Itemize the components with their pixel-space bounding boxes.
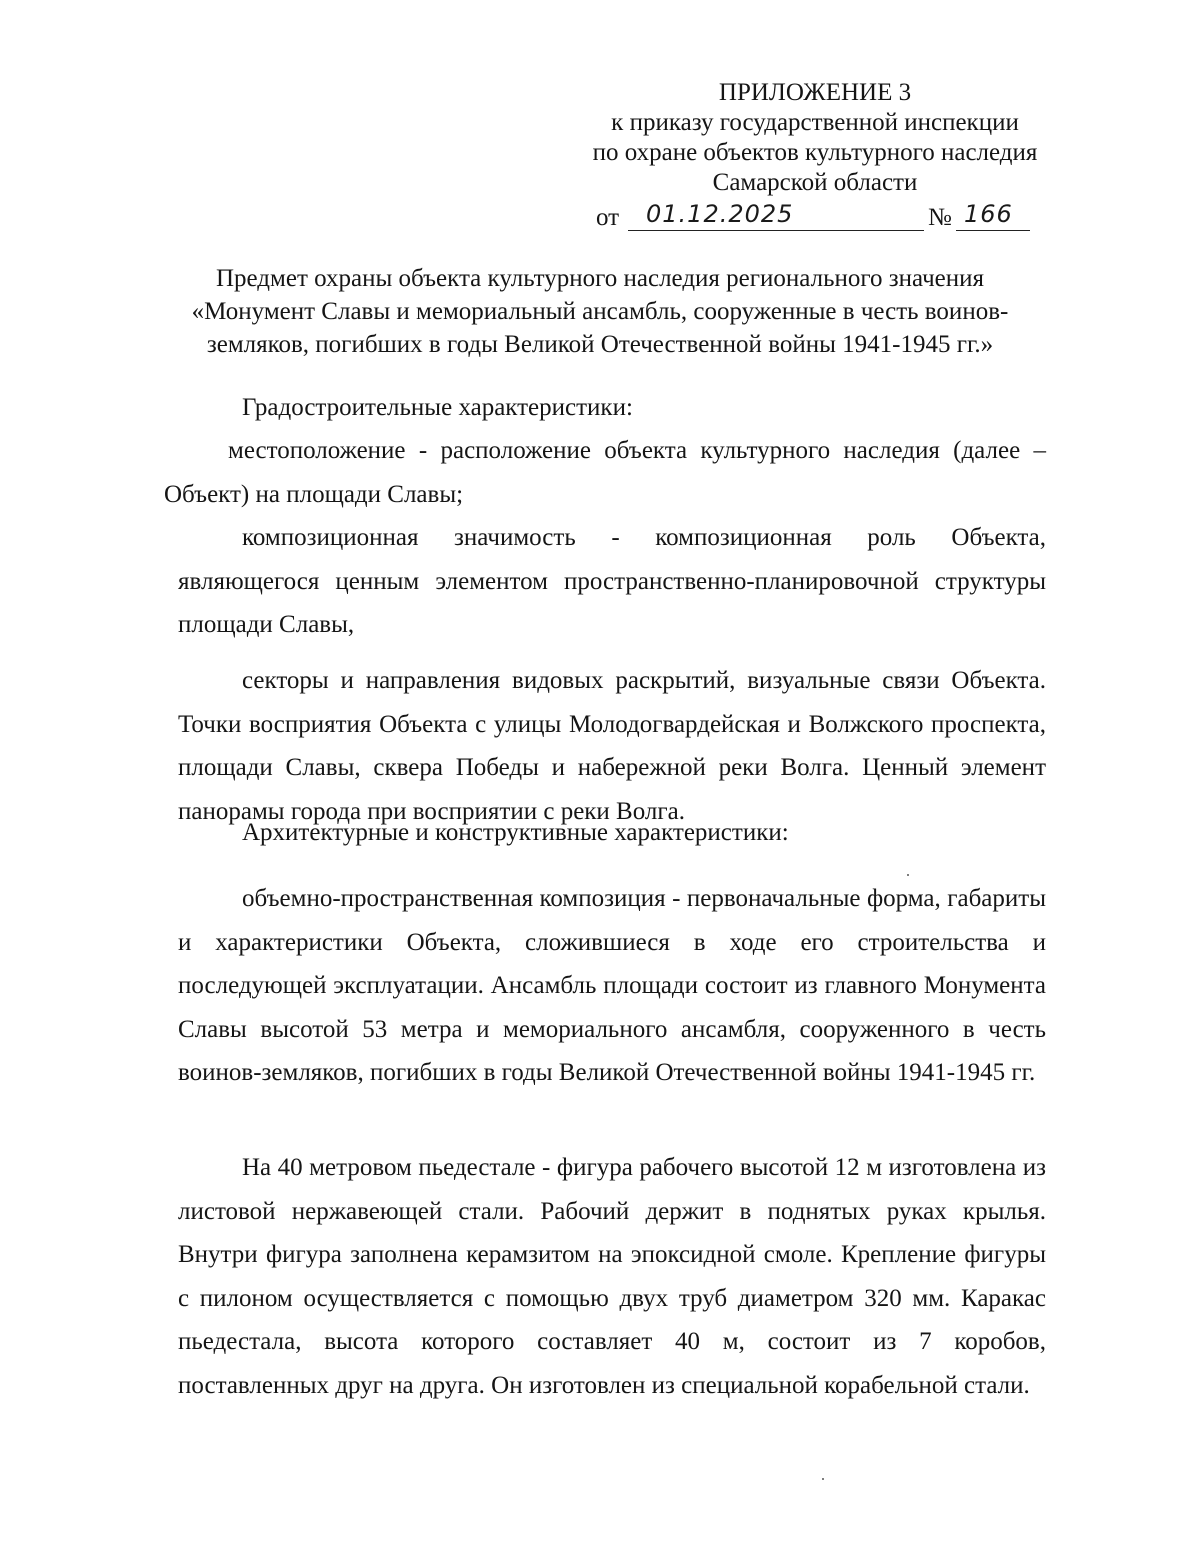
handwritten-date: 01.12.2025 (646, 200, 794, 228)
paragraph-pedestal (178, 1146, 1046, 1407)
paragraph-view-sectors (178, 659, 1046, 833)
document-title (150, 262, 1050, 361)
appendix-title: ПРИЛОЖЕНИЕ 3 (718, 79, 912, 106)
section-architecture-heading (178, 811, 1046, 855)
title-line-3: земляков, погибших в годы Великой Отечественной войны 1941-1945 гг.» (206, 331, 994, 358)
section-urban-heading (178, 386, 1046, 430)
date-field (628, 198, 924, 231)
paragraph-volume-composition (178, 877, 1046, 1095)
title-line-2: «Монумент Славы и мемориальный ансамбль, сооруженные в честь воинов- (191, 298, 1009, 325)
paragraph-composition-text: композиционная значимость - композиционная роль Объекта, являющегося ценным элементом пространственно-планировочной структуры площади Славы, (178, 524, 1046, 638)
handwritten-number: 166 (964, 200, 1013, 228)
appendix-line-2: по охране объектов культурного наследия (592, 139, 1038, 166)
scan-speck (907, 874, 909, 876)
paragraph-location-text: местоположение - расположение объекта культурного наследия (далее – Объект) на площади Славы; (164, 437, 1046, 508)
title-line-1: Предмет охраны объекта культурного наследия регионального значения (215, 265, 985, 292)
appendix-line-3: Самарской области (712, 169, 918, 196)
number-field (956, 198, 1030, 231)
heading-urban-characteristics: Градостроительные характеристики: (242, 394, 633, 421)
appendix-header (560, 78, 1070, 198)
heading-architecture-characteristics: Архитектурные и конструктивные характеристики: (242, 819, 789, 846)
paragraph-location (164, 429, 1046, 516)
paragraph-composition (178, 516, 1046, 647)
appendix-line-1: к приказу государственной инспекции (611, 109, 1019, 136)
number-prefix: № (928, 204, 952, 231)
paragraph-volume-composition-text: объемно-пространственная композиция - первоначальные форма, габариты и характеристики Объекта, сложившиеся в ходе его строительства и последующей эксплуатации. Ансамбль площади состоит из главного Монумента Славы высотой 53 метра и мемориального ансамбля, сооруженного в честь воинов-земляков, погибших в годы Великой Отечественной войны 1941-1945 гг. (178, 885, 1046, 1086)
order-date-number-line (596, 198, 1036, 232)
scan-speck (822, 1478, 824, 1480)
paragraph-pedestal-text: На 40 метровом пьедестале - фигура рабочего высотой 12 м изготовлена из листовой нержавеющей стали. Рабочий держит в поднятых руках крылья. Внутри фигура заполнена керамзитом на эпоксидной смоле. Крепление фигуры с пилоном осуществляется с помощью двух труб диаметром 320 мм. Каракас пьедестала, высота которого составляет 40 м, состоит из 7 коробов, поставленных друг на друга. Он изготовлен из специальной корабельной стали. (178, 1154, 1046, 1399)
date-prefix: от (596, 204, 620, 231)
paragraph-view-sectors-text: секторы и направления видовых раскрытий, визуальные связи Объекта. Точки восприятия Объекта с улицы Молодогвардейская и Волжского проспекта, площади Славы, сквера Победы и набережной реки Волга. Ценный элемент панорамы города при восприятии с реки Волга. (178, 667, 1046, 825)
